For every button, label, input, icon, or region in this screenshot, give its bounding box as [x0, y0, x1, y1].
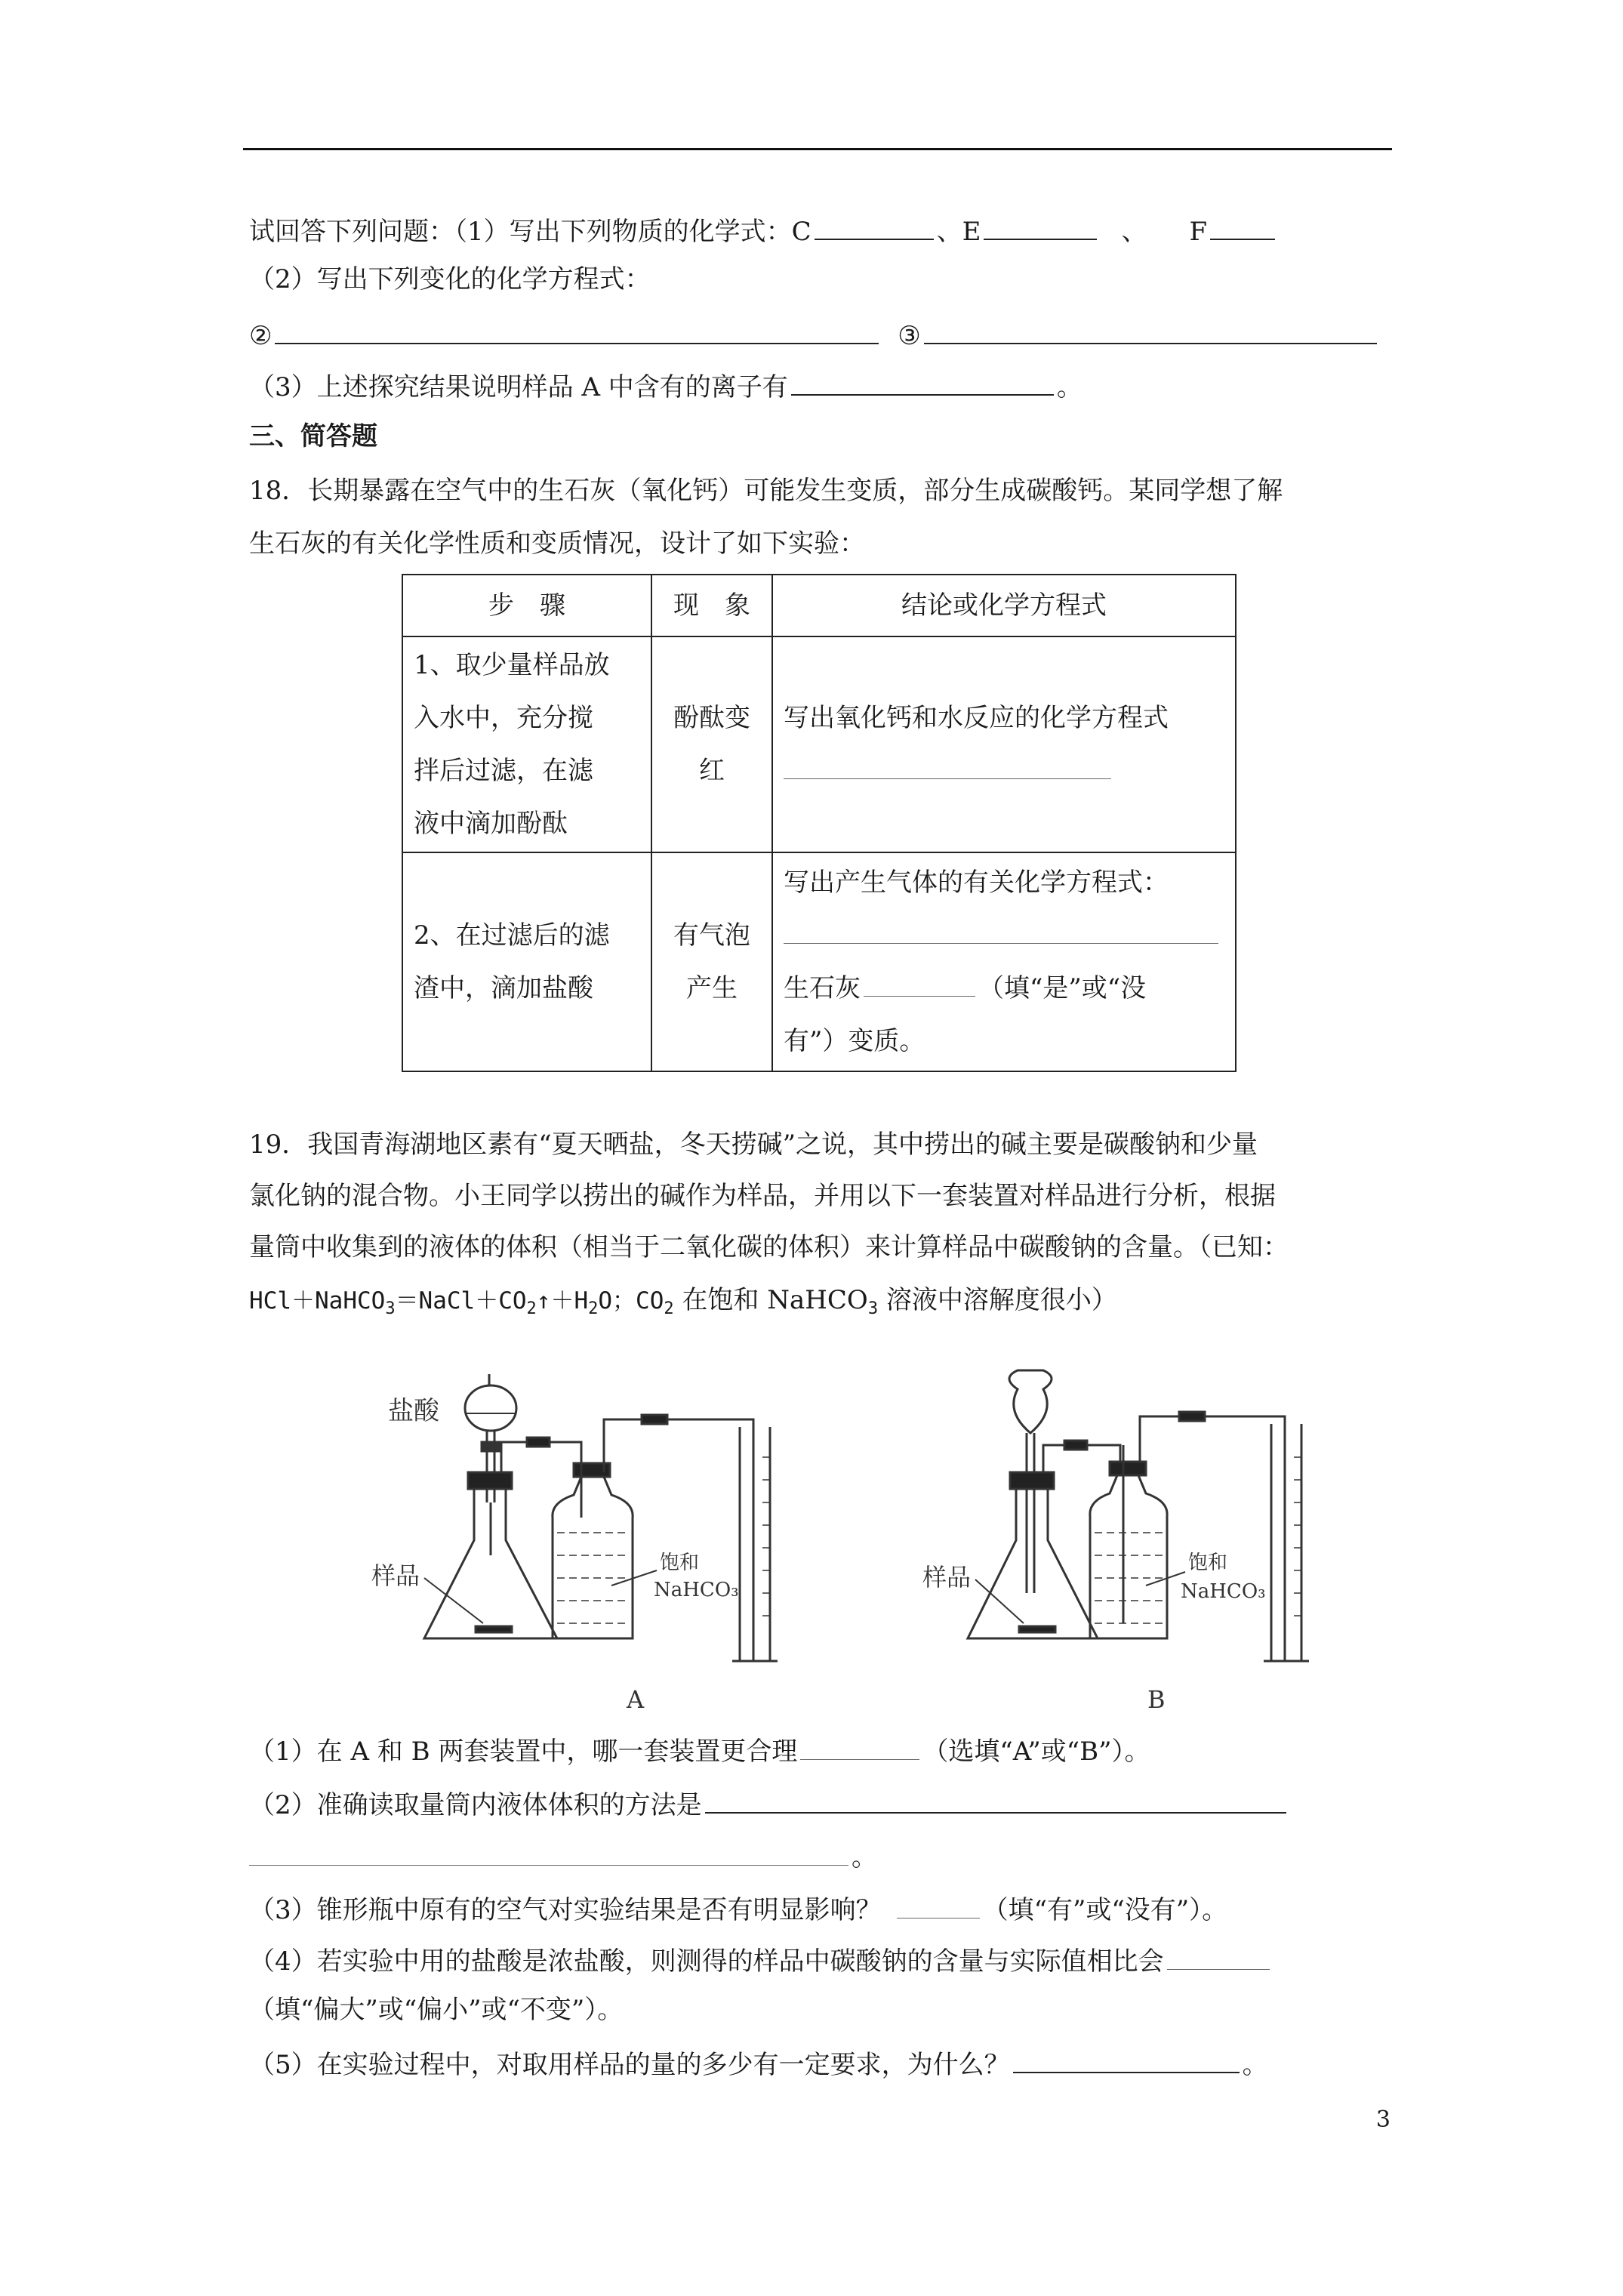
eq-part-b: ＝NaCl＋CO [395, 1287, 527, 1314]
q19-p3-text: （3）锥形瓶中原有的空气对实验结果是否有明显影响？ [249, 1895, 882, 1925]
flask-stopper-b [1010, 1472, 1054, 1489]
q19-p4-text: （4）若实验中用的盐酸是浓盐酸，则测得的样品中碳酸钠的含量与实际值相比会 [249, 1946, 1164, 1977]
label-sample-a: 样品 [371, 1561, 420, 1590]
sub-2c: 2 [664, 1299, 674, 1319]
row2-fill-hint: （填“是”或“没 [978, 973, 1147, 1003]
mark-3: ③ [898, 321, 921, 351]
row1-step-l2: 入水中，充分搅 [414, 703, 593, 733]
row1-conclusion [772, 636, 1236, 852]
sample-layer-b [1019, 1626, 1055, 1632]
q19-p1 [249, 1734, 1150, 1768]
sub-2b: 2 [588, 1299, 599, 1319]
q19-l3: 量筒中收集到的液体的体积（相当于二氧化碳的体积）来计算样品中碳酸钠的含量。（已知： [249, 1232, 1289, 1262]
sample-layer [476, 1626, 512, 1632]
answer-blank-eq3[interactable] [924, 317, 1377, 344]
q17-line1 [249, 213, 1278, 248]
table-row [402, 636, 1236, 852]
q17-f-label: F [1189, 217, 1208, 247]
row1-step-l4: 液中滴加酚酞 [414, 809, 568, 839]
sub-3: 3 [385, 1299, 396, 1319]
label-nahco3-a: NaHCO₃ [654, 1579, 739, 1601]
answer-blank-e[interactable] [984, 213, 1097, 240]
header-conclusion: 结论或化学方程式 [772, 575, 1236, 636]
eq-part-c: ↑＋H [536, 1287, 589, 1314]
q19-p3-hint: （填“有”或“没有”）。 [982, 1895, 1228, 1925]
answer-blank-read-1[interactable] [705, 1786, 1286, 1814]
q19-p5-text: （5）在实验过程中，对取用样品的量的多少有一定要求，为什么？ [249, 2050, 1010, 2080]
flask-stopper [468, 1472, 512, 1489]
rubber-joint-b2 [1179, 1412, 1205, 1421]
answer-blank-read-2[interactable] [249, 1839, 848, 1866]
q17-line3 [249, 317, 1380, 353]
q19-p1-text: （1）在 A 和 B 两套装置中，哪一套装置更合理 [249, 1737, 798, 1767]
rubber-joint-b1 [1064, 1441, 1087, 1450]
q17-line2: （2）写出下列变化的化学方程式： [249, 264, 651, 294]
q19-p3 [249, 1892, 1227, 1927]
section-title: 三、简答题 [249, 421, 377, 451]
separatory-funnel [465, 1385, 516, 1431]
q17-prompt: 试回答下列问题：（1）写出下列物质的化学式：C [249, 217, 812, 247]
q17-q3: （3）上述探究结果说明样品 A 中含有的离子有 [249, 372, 788, 402]
solution-lines [557, 1533, 628, 1623]
answer-blank-amount[interactable] [1013, 2046, 1240, 2073]
q19-p1-hint: （选填“A”或“B”）。 [922, 1737, 1150, 1767]
label-sat-b: 饱和 [1188, 1552, 1228, 1574]
caption-a: A [627, 1685, 645, 1714]
q17-line4 [249, 368, 1083, 404]
row2-step [402, 852, 651, 1071]
outlet-tube [604, 1419, 753, 1661]
rubber-joint-2 [642, 1415, 667, 1424]
answer-blank-conc[interactable] [1167, 1943, 1270, 1970]
row1-ph-l1: 酚酞变 [673, 703, 750, 733]
apparatus-figure [355, 1367, 1321, 1729]
period-2: 。 [852, 1842, 877, 1872]
answer-blank-gas-eq[interactable] [784, 917, 1218, 944]
graduated-cylinder-a [740, 1427, 770, 1661]
label-nahco3-b: NaHCO₃ [1181, 1580, 1266, 1603]
row1-phenomenon [651, 636, 772, 852]
row2-conclusion-l3: 有”）变质。 [784, 1026, 925, 1056]
answer-blank-f[interactable] [1210, 213, 1275, 240]
q18-intro1: 18．长期暴露在空气中的生石灰（氧化钙）可能发生变质，部分生成碳酸钙。某同学想了解 [249, 476, 1283, 506]
rubber-joint-1 [527, 1438, 550, 1447]
answer-blank-cao-eq[interactable] [784, 753, 1111, 779]
graduated-cylinder-b [1271, 1424, 1301, 1661]
sub-2: 2 [526, 1299, 537, 1319]
row1-step [402, 636, 651, 852]
period-5: 。 [1242, 2050, 1268, 2080]
mark-2: ② [249, 321, 273, 351]
row2-conclusion-l1: 写出产生气体的有关化学方程式： [784, 868, 1169, 898]
row2-conclusion [772, 852, 1236, 1071]
q19-l4 [249, 1284, 1117, 1326]
caption-b: B [1147, 1685, 1166, 1714]
answer-blank-air[interactable] [897, 1892, 980, 1918]
label-sample-b: 样品 [922, 1563, 972, 1592]
label-sat-a: 饱和 [660, 1552, 700, 1574]
sample-pointer [424, 1578, 483, 1623]
bottle-stopper-b [1110, 1462, 1146, 1475]
q19-p2b [249, 1839, 877, 1874]
table-row [402, 852, 1236, 1071]
row1-conclusion-text: 写出氧化钙和水反应的化学方程式 [784, 703, 1169, 733]
q17-sep2: 、 [1121, 217, 1147, 247]
q18-intro2: 生石灰的有关化学性质和变质情况，设计了如下实验： [249, 529, 865, 559]
answer-blank-eq2[interactable] [275, 317, 879, 344]
eq-part-d: O；CO [598, 1287, 664, 1314]
eq-part-e: 在饱和 NaHCO [673, 1285, 868, 1315]
header-phenomenon: 现 象 [651, 575, 772, 636]
sat-pointer-b [1146, 1572, 1185, 1586]
answer-blank-changed[interactable] [864, 970, 975, 997]
stopcock [482, 1442, 500, 1451]
experiment-table [402, 574, 1236, 1072]
table-header-row [402, 575, 1236, 636]
q17-sep1: 、E [936, 217, 981, 247]
apparatus-a [371, 1374, 778, 1714]
wash-bottle [553, 1477, 633, 1638]
q19-p2-text: （2）准确读取量筒内液体体积的方法是 [249, 1790, 702, 1820]
row2-step-l1: 2、在过滤后的滤 [414, 920, 610, 951]
wash-bottle-b [1090, 1475, 1167, 1638]
header-rule [243, 148, 1392, 150]
page-number: 3 [1375, 2106, 1390, 2133]
q19-p2 [249, 1786, 1289, 1822]
header-step: 步 骤 [402, 575, 651, 636]
sample-pointer-b [975, 1579, 1024, 1623]
row1-ph-l2: 红 [699, 756, 725, 786]
q19-p5 [249, 2046, 1268, 2082]
apparatus-b [922, 1370, 1309, 1714]
row2-ph-l1: 有气泡 [673, 920, 750, 951]
answer-blank-c[interactable] [815, 213, 934, 240]
period: 。 [1056, 372, 1083, 402]
q19-l2: 氯化钠的混合物。小王同学以捞出的碱作为样品，并用以下一套装置对样品进行分析，根据 [249, 1181, 1276, 1211]
answer-blank-ab[interactable] [800, 1734, 919, 1760]
sub-3b: 3 [867, 1299, 879, 1319]
label-acid: 盐酸 [388, 1396, 439, 1426]
row1-step-l1: 1、取少量样品放 [414, 650, 610, 680]
answer-blank-ions[interactable] [791, 368, 1054, 396]
long-neck-funnel [1009, 1370, 1052, 1433]
row2-phenomenon [651, 852, 772, 1071]
row2-ph-l2: 产生 [686, 973, 738, 1003]
row1-step-l3: 拌后过滤，在滤 [414, 756, 593, 786]
row2-step-l2: 渣中，滴加盐酸 [414, 973, 593, 1003]
q19-p4b: （填“偏大”或“偏小”或“不变”）。 [249, 1995, 624, 2025]
eq-part-f: 溶液中溶解度很小） [878, 1285, 1117, 1315]
conical-flask-b [968, 1489, 1098, 1638]
q19-l1: 19．我国青海湖地区素有“夏天晒盐，冬天捞碱”之说，其中捞出的碱主要是碳酸钠和少量 [249, 1130, 1258, 1160]
row2-lime: 生石灰 [784, 973, 861, 1003]
outlet-tube-b [1140, 1416, 1285, 1661]
solution-lines-b [1095, 1533, 1163, 1623]
q19-p4 [249, 1943, 1273, 1978]
eq-part-a: HCl＋NaHCO [249, 1287, 386, 1314]
